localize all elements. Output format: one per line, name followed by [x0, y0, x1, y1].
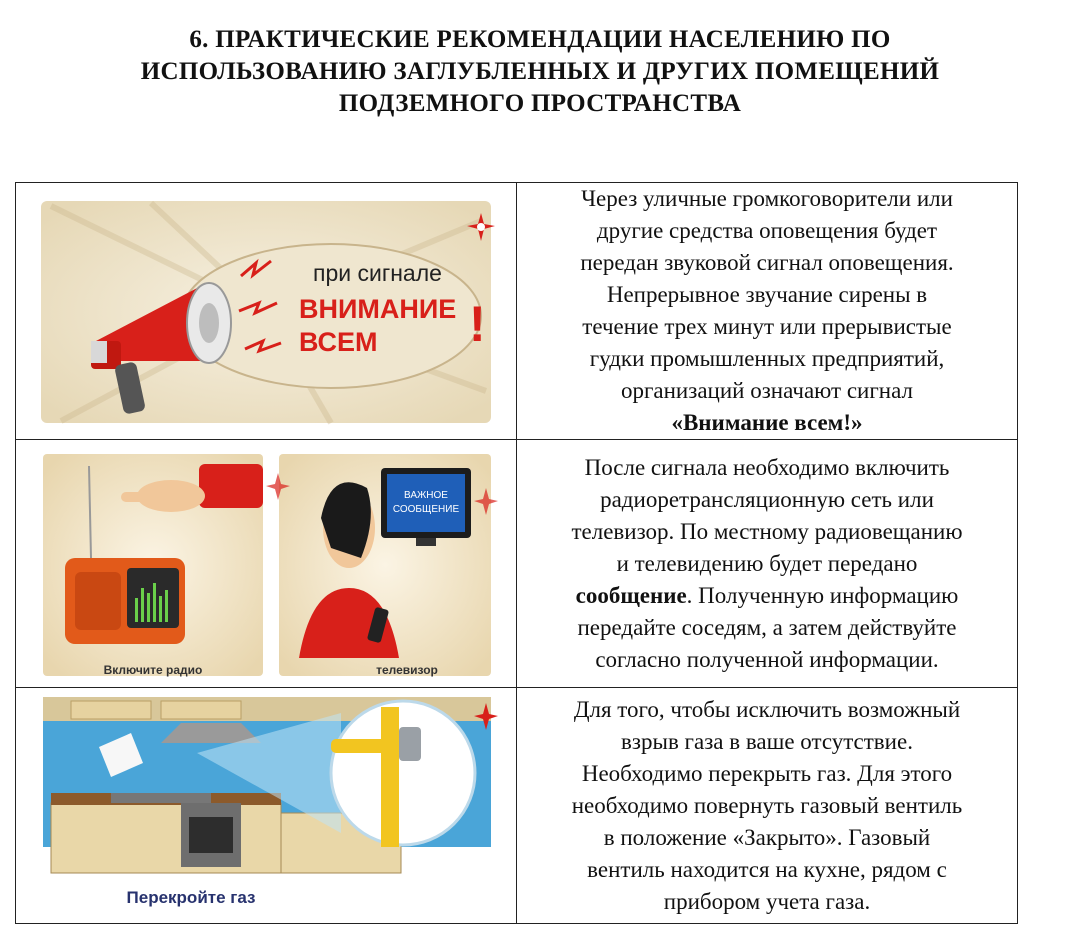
caption-main-2: ВСЕМ [299, 327, 378, 357]
instruction-text-2 [517, 440, 1018, 688]
text-line: гудки промышленных предприятий, [589, 346, 945, 371]
text-line: согласно полученной информации. [595, 646, 939, 672]
text-line: организаций означают сигнал [620, 378, 913, 403]
radio-tv-illustration [31, 448, 501, 680]
text-line: Через уличные громкоговорители или [581, 186, 953, 211]
tv-screen-line-2: СООБЩЕНИЕ [392, 503, 460, 515]
table-row [16, 440, 1018, 688]
table-row [16, 183, 1018, 440]
radio-caption: Включите радио [103, 662, 203, 677]
alert-illustration [31, 191, 501, 431]
text-line: телевизор. По местному радиовещанию [571, 518, 963, 544]
text-after-bold: . Полученную информацию [686, 582, 959, 608]
page-title [60, 24, 1020, 120]
text-line: радиоретрансляционную сеть или [600, 486, 934, 512]
gas-caption: Перекройте газ [126, 887, 256, 907]
text-line: передайте соседям, а затем действуйте [577, 614, 957, 640]
text-line: прибором учета газа. [663, 888, 871, 914]
instruction-text-1 [517, 183, 1018, 440]
text-line: в положение «Закрыто». Газовый [603, 824, 931, 850]
title-line-1: 6. ПРАКТИЧЕСКИЕ РЕКОМЕНДАЦИИ НАСЕЛЕНИЮ ПО [189, 26, 891, 53]
text-line: Непрерывное звучание сирены в [606, 282, 928, 307]
tv-caption: телевизор [376, 662, 438, 677]
gas-valve-icon [331, 701, 475, 847]
text-line: передан звуковой сигнал оповещения. [580, 250, 954, 275]
tv-screen-line-1: ВАЖНОЕ [404, 489, 448, 501]
exclamation-mark: ! [469, 296, 486, 352]
text-line: Необходимо перекрыть газ. Для этого [581, 760, 953, 786]
picture-cell [16, 688, 517, 924]
text-line: вентиль находится на кухне, рядом с [587, 856, 947, 882]
text-line: другие средства оповещения будет [596, 218, 938, 243]
caption-top: при сигнале [313, 260, 442, 286]
title-line-2: ИСПОЛЬЗОВАНИЮ ЗАГЛУБЛЕННЫХ И ДРУГИХ ПОМЕЩЕНИЙ [140, 58, 940, 85]
picture-cell [16, 183, 517, 440]
text-line: взрыв газа в ваше отсутствие. [621, 728, 913, 754]
title-line-3: ПОДЗЕМНОГО ПРОСТРАНСТВА [338, 90, 742, 117]
kitchen-gas-illustration [31, 693, 501, 919]
signal-name: «Внимание всем!» [671, 410, 863, 435]
recommendations-table [15, 182, 1018, 924]
instruction-text-3 [517, 688, 1018, 924]
text-line: необходимо повернуть газовый вентиль [571, 792, 963, 818]
text-line: После сигнала необходимо включить [584, 454, 950, 480]
text-line: течение трех минут или прерывистые [582, 314, 952, 339]
table-row [16, 688, 1018, 924]
text-line: Для того, чтобы исключить возможный [573, 696, 961, 722]
caption-main-1: ВНИМАНИЕ [299, 294, 457, 324]
picture-cell [16, 440, 517, 688]
message-word: сообщение [575, 582, 687, 608]
text-line: и телевидению будет передано [616, 550, 918, 576]
